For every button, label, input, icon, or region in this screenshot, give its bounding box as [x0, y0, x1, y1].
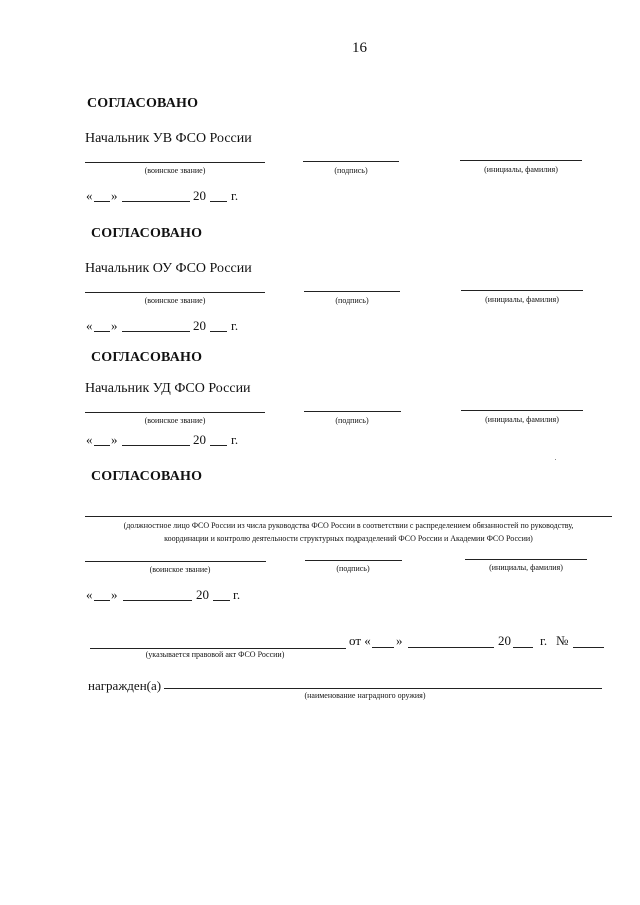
act-quote-close: »: [396, 633, 403, 648]
from-label: от «: [349, 633, 371, 648]
day-blank: [94, 600, 110, 601]
chief-title-3: Начальник УД ФСО России: [85, 381, 251, 396]
signature-line-1: [303, 161, 399, 162]
act-year-prefix: 20: [498, 633, 511, 648]
initials-caption-2: (инициалы, фамилия): [485, 295, 559, 304]
position-caption-line-1: (должностное лицо ФСО России из числа руководства ФСО России в соответствии с распределением обязанностей по руководству,: [123, 521, 574, 530]
month-blank: [122, 201, 190, 202]
signature-caption-3: (подпись): [335, 416, 369, 425]
year-prefix: 20: [196, 587, 209, 602]
quote-close: »: [111, 188, 118, 203]
initials-caption-1: (инициалы, фамилия): [484, 165, 558, 174]
legal-act-caption: (указывается правовой акт ФСО России): [145, 650, 285, 659]
rank-caption-3: (воинское звание): [144, 416, 206, 425]
year-suffix: г.: [231, 432, 239, 447]
year-suffix: г.: [231, 188, 239, 203]
approval-heading-1: СОГЛАСОВАНО: [87, 96, 199, 111]
initials-line-3: [461, 410, 583, 411]
position-line: [85, 516, 612, 517]
initials-line-4: [465, 559, 587, 560]
act-year-suffix: г.: [540, 633, 548, 648]
position-caption-line-2: координации и контролю деятельности структурных подразделений ФСО России и Академии ФСО России): [164, 534, 533, 543]
initials-caption-4: (инициалы, фамилия): [489, 563, 563, 572]
act-year-blank: [513, 647, 533, 648]
quote-open: «: [86, 188, 93, 203]
rank-line-4: [85, 561, 266, 562]
day-blank: [94, 331, 110, 332]
legal-act-blank: [90, 648, 346, 649]
act-day-blank: [372, 647, 394, 648]
signature-caption-2: (подпись): [335, 296, 369, 305]
month-blank: [122, 445, 190, 446]
signature-line-4: [305, 560, 402, 561]
year-blank: [210, 201, 227, 202]
signature-line-3: [304, 411, 401, 412]
year-blank: [210, 331, 227, 332]
act-month-blank: [408, 647, 494, 648]
year-prefix: 20: [193, 432, 206, 447]
rank-caption-4: (воинское звание): [149, 565, 211, 574]
year-suffix: г.: [233, 587, 241, 602]
quote-open: «: [86, 432, 93, 447]
year-prefix: 20: [193, 318, 206, 333]
chief-title-1: Начальник УВ ФСО России: [85, 131, 252, 146]
rank-line-1: [85, 162, 265, 163]
quote-close: »: [111, 318, 118, 333]
day-blank: [94, 201, 110, 202]
rank-line-2: [85, 292, 265, 293]
approval-heading-2: СОГЛАСОВАНО: [91, 226, 203, 241]
day-blank: [94, 445, 110, 446]
month-blank: [123, 600, 192, 601]
scan-speck: [555, 459, 556, 460]
month-blank: [122, 331, 190, 332]
year-suffix: г.: [231, 318, 239, 333]
number-sign: №: [556, 633, 569, 648]
signature-line-2: [304, 291, 400, 292]
initials-line-1: [460, 160, 582, 161]
approval-heading-4: СОГЛАСОВАНО: [91, 469, 203, 484]
chief-title-2: Начальник ОУ ФСО России: [85, 261, 252, 276]
year-prefix: 20: [193, 188, 206, 203]
approval-heading-3: СОГЛАСОВАНО: [91, 350, 203, 365]
quote-open: «: [86, 318, 93, 333]
signature-caption-4: (подпись): [336, 564, 370, 573]
quote-close: »: [111, 587, 118, 602]
rank-caption-1: (воинское звание): [144, 166, 206, 175]
quote-close: »: [111, 432, 118, 447]
page-number: 16: [352, 40, 367, 56]
quote-open: «: [86, 587, 93, 602]
award-blank: [164, 688, 602, 689]
rank-line-3: [85, 412, 265, 413]
rank-caption-2: (воинское звание): [144, 296, 206, 305]
initials-caption-3: (инициалы, фамилия): [485, 415, 559, 424]
initials-line-2: [461, 290, 583, 291]
year-blank: [213, 600, 230, 601]
award-caption: (наименование наградного оружия): [304, 691, 426, 700]
awarded-label: награжден(а): [88, 678, 162, 693]
signature-caption-1: (подпись): [334, 166, 368, 175]
act-number-blank: [573, 647, 604, 648]
year-blank: [210, 445, 227, 446]
